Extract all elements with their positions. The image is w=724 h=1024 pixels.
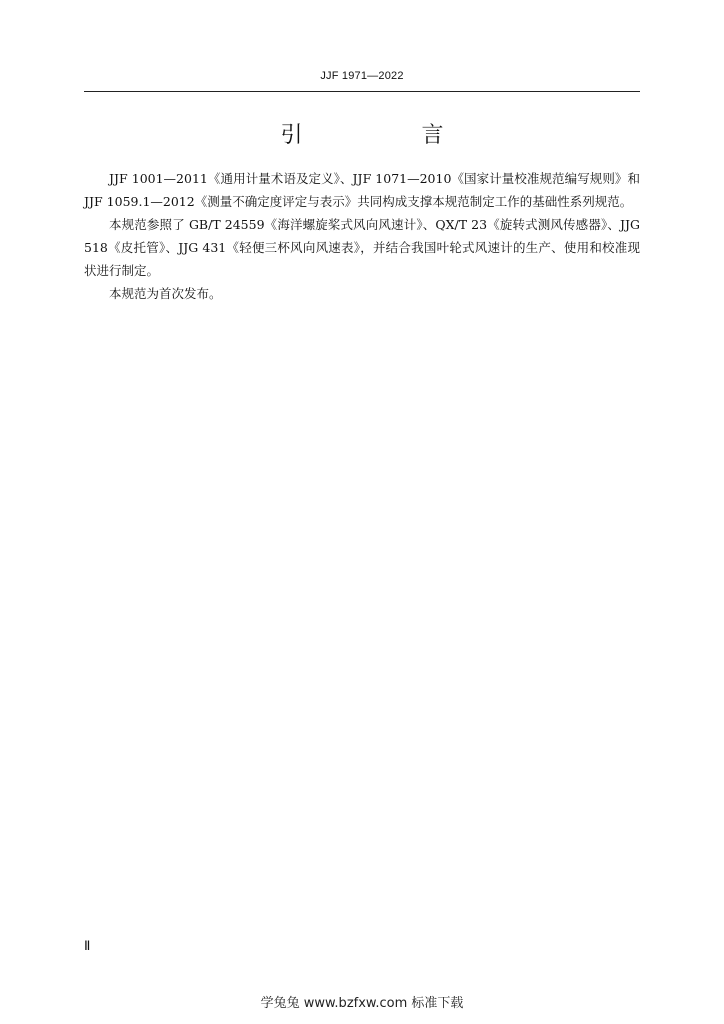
paragraph-3: 本规范为首次发布。 bbox=[109, 286, 222, 301]
watermark-text: 学兔兔 www.bzfxw.com 标准下载 bbox=[260, 996, 464, 1011]
paragraph-1: JJF 1001—2011《通用计量术语及定义》、JJF 1071—2010《国家计量校准规范编写规则》和 JJF 1059.1—2012《测量不确定度评定与表示》共同构成支撑本规范制定工作的基础性系列规范。 bbox=[84, 171, 640, 209]
page-number: Ⅱ bbox=[84, 938, 91, 953]
paragraph-2: 本规范参照了 GB/T 24559《海洋螺旋桨式风向风速计》、QX/T 23《旋转式测风传感器》、JJG 518《皮托管》、JJG 431《轻便三杯风向风速表》，并结合我国叶轮式风速计的生产、使用和校准现状进行制定。 bbox=[84, 217, 640, 278]
header-divider bbox=[84, 91, 640, 92]
running-header-standard-code: JJF 1971—2022 bbox=[320, 70, 404, 82]
body-text bbox=[84, 167, 640, 305]
section-title: 引 言 bbox=[280, 123, 500, 148]
